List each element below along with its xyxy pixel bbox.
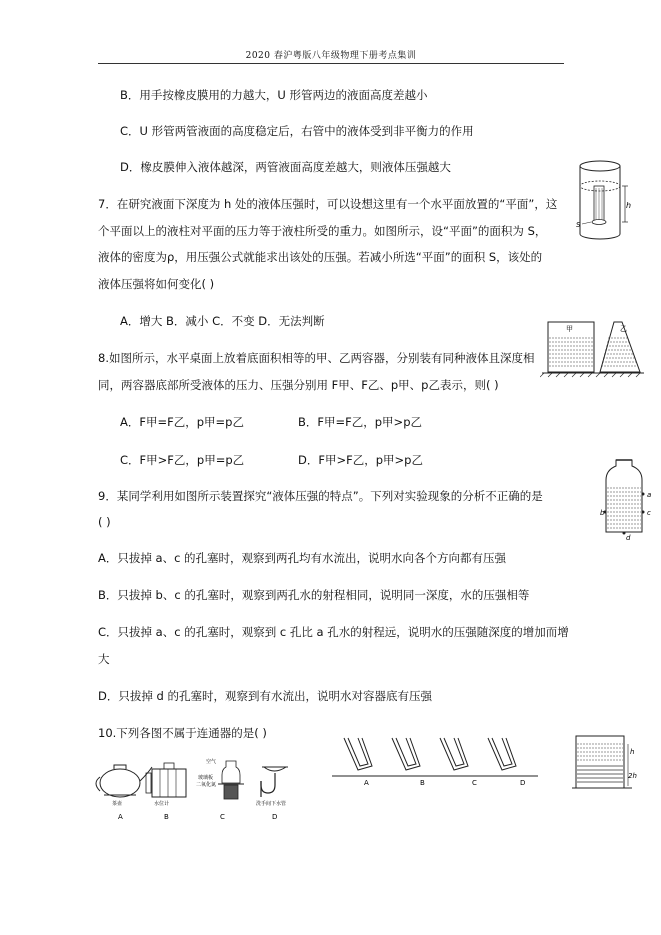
q7-label-h: h — [626, 201, 632, 210]
q10-caption-c1: 空气 — [206, 759, 217, 765]
q7-stem-line2: 个平面以上的液柱对平面的压力等于液柱所受的重力。如图所示，设“平面”的面积为 S， — [98, 224, 547, 238]
q7-stem-line4: 液体压强将如何变化( ) — [98, 277, 215, 291]
q8-containers-figure — [540, 316, 644, 378]
q10-devices-figure — [90, 755, 316, 827]
page-header: 2020 春沪粤版八年级物理下册考点集训 — [245, 51, 417, 61]
q9-option-b: B．只拔掉 b、c 的孔塞时，观察到两孔水的射程相同，说明同一深度，水的压强相等 — [98, 588, 530, 602]
q9-label-a: a — [647, 491, 652, 499]
header-rule — [98, 63, 564, 64]
q6-option-b: B．用手按橡皮膜用的力越大，U 形管两边的液面高度差越小 — [120, 88, 428, 102]
q9-option-c-line2: 大 — [98, 652, 110, 666]
q10-left-label-c: C — [220, 813, 225, 821]
q9-label-c: c — [647, 509, 651, 517]
q10-tubes-figure — [332, 730, 538, 786]
q9-bottle-figure — [600, 456, 658, 540]
q10-caption-c2: 玻璃板 — [198, 775, 214, 781]
q9-option-c-line1: C．只拔掉 a、c 的孔塞时，观察到 c 孔比 a 孔水的射程远，说明水的压强随深度的增加而增 — [98, 625, 569, 639]
q10-right-label-h: h — [630, 748, 635, 756]
q10-left-label-b: B — [164, 813, 169, 821]
q6-option-c: C．U 形管两管液面的高度稳定后，右管中的液体受到非平衡力的作用 — [120, 124, 474, 138]
q7-cylinder-figure — [576, 156, 634, 244]
q8-option-a: A．F甲=F乙，p甲=p乙 — [120, 415, 244, 429]
q10-caption-d: 洗手间下水管 — [256, 801, 287, 807]
q9-label-b: b — [600, 509, 605, 517]
q8-stem-line1: 8.如图所示，水平桌面上放着底面积相等的甲、乙两容器，分别装有同种液体且深度相 — [98, 351, 535, 365]
q8-stem-line2: 同，两容器底部所受液体的压力、压强分别用 F甲、F乙、p甲、p乙表示，则( ) — [98, 378, 499, 392]
gas-jars-drawing — [218, 761, 244, 799]
q10-left-label-a: A — [118, 813, 123, 821]
water-gauge-drawing — [146, 763, 186, 797]
q8-label-yi: 乙 — [620, 325, 627, 333]
q10-caption-c3: 二氧化氮 — [196, 782, 217, 788]
q6-option-d: D．橡皮膜伸入液体越深，两管液面高度差越大，则液体压强越大 — [120, 160, 451, 174]
q10-stem: 10.下列各图不属于连通器的是( ) — [98, 726, 267, 740]
sink-trap-drawing — [261, 767, 288, 797]
q8-option-c: C．F甲>F乙，p甲=p乙 — [120, 453, 245, 467]
q7-label-s: S — [576, 221, 581, 229]
q7-stem-line3: 液体的密度为ρ，用压强公式就能求出该处的压强。若减小所选“平面”的面积 S，该处的 — [98, 250, 543, 264]
q9-stem-line1: 9．某同学利用如图所示装置探究“液体压强的特点”。下列对实验现象的分析不正确的是 — [98, 489, 543, 503]
q9-option-d: D．只拔掉 d 的孔塞时，观察到有水流出，说明水对容器底有压强 — [98, 689, 432, 703]
q10-right-label-2h: 2h — [628, 772, 637, 780]
q10-mid-label-b: B — [420, 779, 425, 786]
q9-stem-line2: ( ) — [98, 515, 111, 529]
q10-mid-label-a: A — [364, 779, 369, 786]
q9-option-a: A．只拔掉 a、c 的孔塞时，观察到两孔均有水流出，说明水向各个方向都有压强 — [98, 551, 507, 565]
q10-caption-a: 茶壶 — [112, 801, 123, 807]
teapot-drawing — [96, 765, 152, 797]
q8-label-jia: 甲 — [566, 325, 573, 333]
q8-option-d: D．F甲>F乙，p甲>p乙 — [298, 453, 423, 467]
q7-options: A．增大 B．减小 C．不变 D．无法判断 — [120, 314, 325, 328]
q10-left-label-d: D — [272, 813, 278, 821]
q8-option-b: B．F甲=F乙，p甲>p乙 — [298, 415, 422, 429]
q10-mid-label-d: D — [520, 779, 526, 786]
q10-caption-b: 水位计 — [154, 801, 170, 807]
q7-stem-line1: 7．在研究液面下深度为 h 处的液体压强时，可以设想这里有一个水平面放置的“平面”，这 — [98, 197, 558, 211]
q9-label-d: d — [626, 534, 631, 540]
q10-mid-label-c: C — [472, 779, 477, 786]
q10-container-figure — [572, 732, 638, 794]
